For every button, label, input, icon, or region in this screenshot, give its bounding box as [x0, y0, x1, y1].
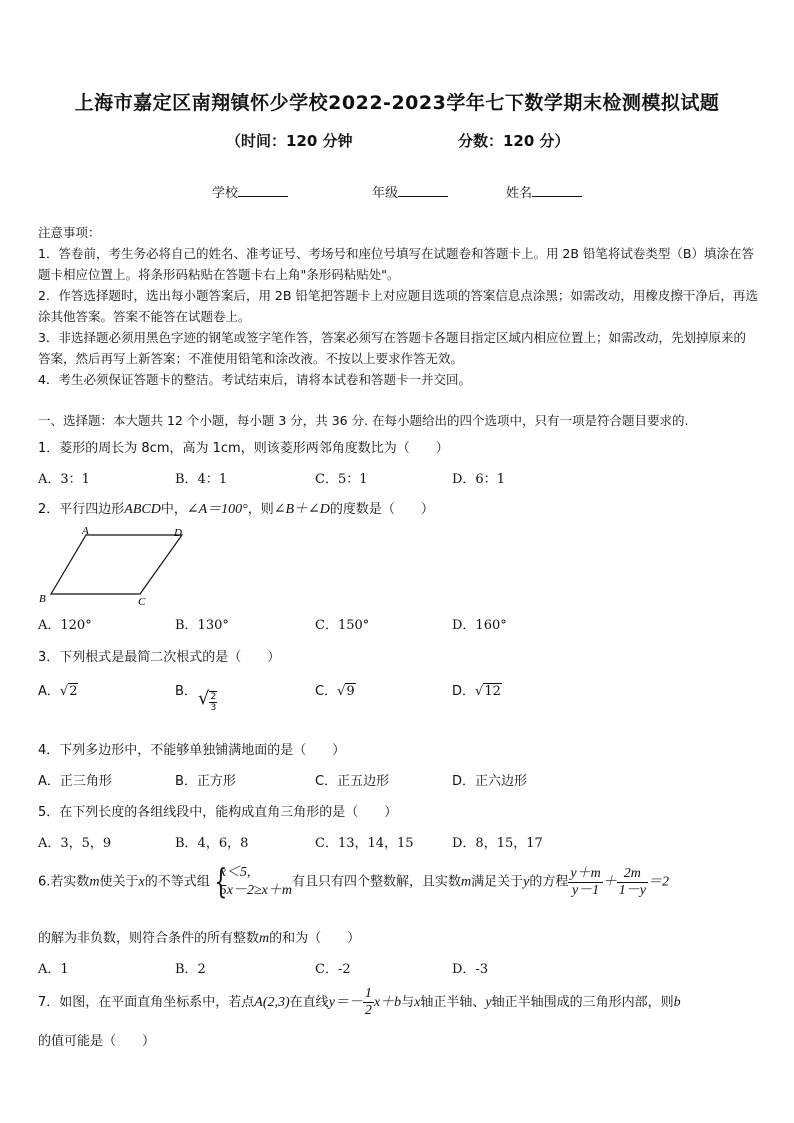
parallelogram-figure — [36, 524, 196, 608]
q6-option-a[interactable]: A．1 — [38, 962, 69, 977]
sqrt-9: √9 — [337, 684, 355, 699]
question-5: 5．在下列长度的各组线段中，能构成直角三角形的是（ ） — [38, 805, 398, 820]
q4-option-c[interactable]: C．正五边形 — [315, 774, 390, 789]
line-eq-left: y＝－ — [328, 995, 363, 1010]
time-limit: （时间：120 分钟 — [226, 132, 353, 150]
section-heading: 一、选择题：本大题共 12 个小题，每小题 3 分，共 36 分. 在每小题给出的四个选项中，只有一项是符合题目要求的. — [38, 413, 689, 428]
q1-option-b[interactable]: B．4：1 — [175, 472, 228, 487]
q2-option-d[interactable]: D．160° — [452, 618, 507, 633]
q6-text: 满足关于 — [471, 874, 524, 890]
question-6-line2 — [38, 927, 360, 947]
name-blank[interactable] — [532, 184, 582, 197]
var-y: y — [485, 995, 492, 1010]
equals-two: ＝2 — [647, 874, 669, 890]
q2-text: 的度数是（ ） — [329, 502, 434, 517]
var-b: b — [673, 995, 681, 1010]
var-x: x — [138, 874, 145, 890]
note-item: 4．考生必须保证答题卡的整洁。考试结束后，请将本试卷和答题卡一并交回。 — [38, 372, 471, 387]
q6-text: 有且只有四个整数解，且实数 — [292, 874, 462, 890]
q6-text: 的解为非负数，则符合条件的所有整数 — [38, 931, 260, 946]
numerator: 2m — [617, 866, 648, 883]
q6-text: 的和为（ ） — [269, 931, 361, 946]
q2-text: 2．平行四边形 — [38, 502, 125, 517]
line-eq-right: x＋b — [373, 995, 402, 1010]
q2-shape-name: ABCD — [124, 502, 161, 517]
vertex-label-d: D — [174, 527, 182, 539]
sqrt-2: √2 — [59, 684, 78, 699]
q3-option-a[interactable] — [38, 680, 78, 699]
parallelogram-shape — [51, 535, 182, 594]
fraction-1 — [568, 866, 602, 899]
question-1: 1．菱形的周长为 8cm，高为 1cm，则该菱形两邻角度数比为（ ） — [38, 441, 449, 456]
q6-text: 使关于 — [99, 874, 139, 890]
question-7-line2: 的值可能是（ ） — [38, 1034, 156, 1049]
q6-option-d[interactable]: D．-3 — [452, 962, 489, 977]
note-item: 1．答卷前，考生务必将自己的姓名、准考证号、考场号和座位号填写在试题卷和答题卡上。用 2B 铅笔将试卷类型（B）填涂在答题卡相应位置上。将条形码粘贴在答题卡右上角"条形码粘贴处"。 — [38, 246, 755, 282]
q6-text: 6.若实数 — [38, 874, 90, 890]
var-x: x — [414, 995, 421, 1010]
q2-text: 中， — [160, 502, 187, 517]
q3-letter-c: C． — [315, 684, 338, 699]
question-6 — [38, 864, 669, 900]
grade-label: 年级 — [372, 186, 399, 201]
q3-option-c[interactable] — [315, 680, 356, 699]
fraction-half — [363, 986, 374, 1019]
q6-text: 的方程 — [529, 874, 569, 890]
q5-option-b[interactable]: B．4，6，8 — [175, 836, 249, 851]
notes-block — [38, 222, 758, 390]
q7-text: 轴正半轴、 — [420, 995, 486, 1010]
q5-option-d[interactable]: D．8，15，17 — [452, 836, 543, 851]
radicand: 2 — [69, 684, 78, 699]
fraction-2 — [617, 866, 648, 899]
denominator: 1－y — [618, 882, 646, 898]
q4-option-a[interactable]: A．正三角形 — [38, 774, 112, 789]
q2-option-c[interactable]: C．150° — [315, 618, 370, 633]
sqrt-12: √12 — [475, 684, 501, 699]
school-label: 学校 — [212, 186, 239, 201]
denominator: 2 — [364, 1003, 372, 1018]
q3-letter-d: D． — [452, 684, 476, 699]
question-3: 3．下列根式是最简二次根式的是（ ） — [38, 650, 281, 665]
q1-option-d[interactable]: D．6：1 — [452, 472, 505, 487]
q1-option-c[interactable]: C．5：1 — [315, 472, 368, 487]
grade-blank[interactable] — [398, 184, 448, 197]
note-item: 3．非选择题必须用黑色字迹的钢笔或签字笔作答，答案必须写在答题卡各题目指定区域内相应位置上；如需改动，先划掉原来的答案，然后再写上新答案；不准使用铅笔和涂改液。不按以上要求作答无效。 — [38, 330, 746, 366]
numerator: y＋m — [570, 865, 601, 881]
q2-text: ，则 — [247, 502, 274, 517]
school-blank[interactable] — [238, 184, 288, 197]
q2-option-a[interactable]: A．120° — [38, 618, 92, 633]
q7-text: 轴正半轴围成的三角形内部，则 — [491, 995, 674, 1010]
name-field — [506, 182, 582, 201]
name-label: 姓名 — [506, 186, 533, 201]
q5-option-a[interactable]: A．3，5，9 — [38, 836, 112, 851]
vertex-label-a: A — [82, 525, 89, 537]
question-2 — [38, 498, 434, 518]
school-field — [212, 182, 288, 201]
radicand: 12 — [484, 684, 501, 699]
inequality-1: x＜5, — [219, 865, 251, 880]
plus-sign: ＋ — [602, 874, 617, 890]
fraction-numerator: 2 — [210, 692, 217, 702]
q3-option-d[interactable] — [452, 680, 502, 699]
q6-option-c[interactable]: C．-2 — [315, 962, 351, 977]
var-m: m — [461, 874, 472, 890]
q2-option-b[interactable]: B．130° — [175, 618, 229, 633]
q7-text: 7．如图，在平面直角坐标系中，若点 — [38, 995, 255, 1010]
q3-letter-a: A． — [38, 684, 60, 699]
var-y: y — [523, 874, 530, 890]
sqrt-fraction: √ $\frac{2}{3}$ — [198, 688, 217, 713]
q6-option-b[interactable]: B．2 — [175, 962, 206, 977]
radicand: 9 — [346, 684, 355, 699]
q3-letter-b: B． — [175, 684, 197, 699]
exam-title: 上海市嘉定区南翔镇怀少学校2022-2023学年七下数学期末检测模拟试题 — [74, 92, 720, 114]
vertex-label-b: B — [39, 593, 46, 605]
question-7 — [38, 986, 681, 1019]
numerator: 1 — [364, 986, 372, 1001]
q7-text: 在直线 — [289, 995, 329, 1010]
question-4: 4．下列多边形中，不能够单独铺满地面的是（ ） — [38, 743, 346, 758]
point-a: A(2,3) — [254, 995, 290, 1010]
notes-heading: 注意事项： — [38, 225, 101, 240]
q5-option-c[interactable]: C．13，14，15 — [315, 836, 414, 851]
var-m: m — [89, 874, 100, 890]
q4-option-b[interactable]: B．正方形 — [175, 774, 236, 789]
vertex-label-c: C — [138, 596, 146, 608]
total-score: 分数：120 分） — [458, 132, 570, 150]
q4-option-d[interactable]: D．正六边形 — [452, 774, 528, 789]
inequality-2: 5x－2≥x＋m — [219, 883, 293, 898]
q6-text: 的不等式组 — [144, 874, 210, 890]
var-m: m — [259, 931, 270, 946]
grade-field — [372, 182, 448, 201]
denominator: y－1 — [571, 882, 600, 898]
inequality-system: { x＜5, 5x－2≥x＋m — [214, 862, 293, 902]
q3-option-b[interactable] — [175, 680, 197, 699]
q1-option-a[interactable]: A．3：1 — [38, 472, 90, 487]
q2-angle: ∠A＝100° — [186, 502, 248, 517]
q2-angle-sum: ∠B＋∠D — [273, 502, 330, 517]
note-item: 2．作答选择题时，选出每小题答案后，用 2B 铅笔把答题卡上对应题目选项的答案信息点涂黑；如需改动，用橡皮擦干净后，再选涂其他答案。答案不能答在试题卷上。 — [38, 288, 758, 324]
fraction-denominator: 3 — [210, 703, 217, 713]
q7-text: 与 — [401, 995, 415, 1010]
